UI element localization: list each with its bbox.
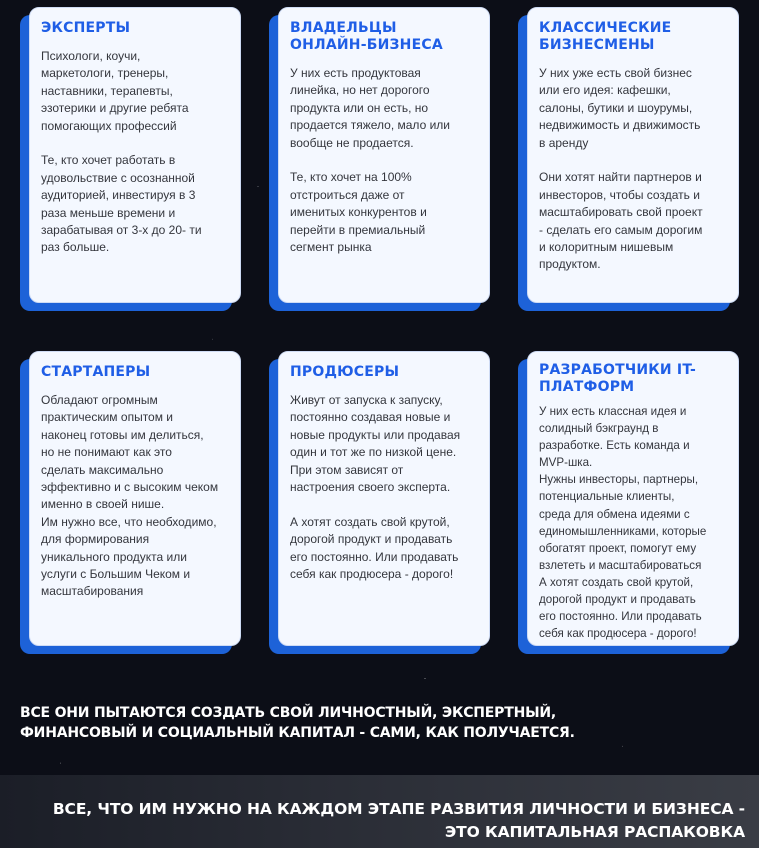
card-title: РАЗРАБОТЧИКИ IT- ПЛАТФОРМ	[539, 362, 697, 395]
card-body: У них уже есть свой бизнес или его идея: кафешки, салоны, бутики и шоурумы, недвижимость и движимость в аренду Они хотят найти партнеров и инвесторов, чтобы создать и масштабировать свой проект - сделать его самым дорогим и колоритным нишевым продуктом.	[539, 66, 703, 272]
card-body: Психологи, коучи, маркетологи, тренеры, наставники, терапевты, эзотерики и другие ребята помогающих профессий Те, кто хочет работать в удовольствие с осознанной аудиторией, инвестируя в 3 раза меньше времени и зарабатывая от 3-х до 20- ти раз больше.	[41, 49, 202, 255]
card-title: КЛАССИЧЕСКИЕ БИЗНЕСМЕНЫ	[539, 20, 672, 53]
card-panel	[278, 7, 490, 303]
card-body: У них есть продуктовая линейка, но нет дорогого продукта или он есть, но продается тяжело, мало или вообще не продается. Те, кто хочет на 100% отстроиться даже от именитых конкурентов и перейти в премиальный сегмент рынка	[290, 66, 450, 255]
card-body: Живут от запуска к запуску, постоянно создавая новые и новые продукты или продавая один и тот же по низкой цене. При этом зависят от настроения своего эксперта. А хотят создать свой крутой, дорогой продукт и продавать его постоянно. Или продавать себя как продюсера - дорого!	[290, 393, 461, 582]
card-title: ВЛАДЕЛЬЦЫ ОНЛАЙН-БИЗНЕСА	[290, 20, 443, 53]
card-it-developers	[527, 351, 739, 646]
card-panel	[278, 351, 490, 646]
card-panel	[29, 7, 241, 303]
footer-text: ВСЕ, ЧТО ИМ НУЖНО НА КАЖДОМ ЭТАПЕ РАЗВИТИЯ ЛИЧНОСТИ И БИЗНЕСА - ЭТО КАПИТАЛЬНАЯ РАСПАКОВКА	[52, 800, 745, 841]
summary-text: ВСЕ ОНИ ПЫТАЮТСЯ СОЗДАТЬ СВОЙ ЛИЧНОСТНЫЙ, ЭКСПЕРТНЫЙ, ФИНАНСОВЫЙ И СОЦИАЛЬНЫЙ КАПИТАЛ - САМИ, КАК ПОЛУЧАЕТСЯ.	[20, 705, 575, 741]
card-experts	[29, 7, 241, 303]
card-body: У них есть классная идея и солидный бэкграунд в разработке. Есть команда и MVP-шка. Нужны инвесторы, партнеры, потенциальные клиенты, среда для обмена идеями с единомышленниками, которые обогатят проект, помогут ему взлететь и масштабироваться А хотят создать свой крутой, дорогой продукт и продавать его постоянно. Или продавать себя как продюсера - дорого!	[539, 405, 707, 641]
card-title: СТАРТАПЕРЫ	[41, 364, 151, 380]
card-title: ЭКСПЕРТЫ	[41, 20, 131, 36]
card-producers	[278, 351, 490, 646]
card-online-business-owners	[278, 7, 490, 303]
card-panel	[527, 7, 739, 303]
card-body: Обладают огромным практическим опытом и наконец готовы им делиться, но не понимают как это сделать максимально эффективно и с высоким чеком именно в своей нише. Им нужно все, что необходимо, для формирования уникального продукта или услуги с Большим Чеком и масштабирования	[41, 393, 219, 599]
card-title: ПРОДЮСЕРЫ	[290, 364, 400, 380]
card-classic-businessmen	[527, 7, 739, 303]
card-panel	[527, 351, 739, 646]
card-startuppers	[29, 351, 241, 646]
card-panel	[29, 351, 241, 646]
